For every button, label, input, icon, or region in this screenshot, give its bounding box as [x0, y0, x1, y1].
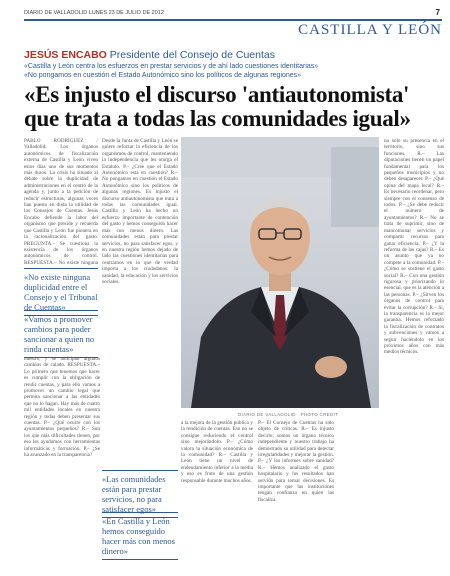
column-2-text: Desde la Junta de Castilla y León se quiere reforzar la eficiencia de los organismos de control, manteniendo la independencia que les otorga el Estatuto. P.– ¿Cree que el Estado Autonómico está en cuestión? R.– No pongamos en cuestión el Estado Autonómico sino los políticos de algunas regiones. Es injusto el discurso antiautonomista que trata a todas las comunidades igual. Castilla y León ha hecho un esfuerzo importante de contención del gasto y hemos conseguido hacer más con menos dinero. Las comunidades están para prestar servicios, no para satisfacer egos, y en nuestra región hemos dejado de lado las cuestiones identitarias para centrarnos en lo que de verdad importa a los ciudadanos: la sanidad, la educación y los servicios sociales.: [102, 138, 178, 285]
kicker-name: JESÚS ENCABO: [24, 49, 107, 61]
portrait-illustration: [181, 137, 379, 408]
column-2-top: [102, 138, 178, 470]
subhead-line-2: «No pongamos en cuestión el Estado Autonómico sino los políticos de algunas regiones»: [24, 72, 302, 79]
column-1-text: PABLO RODRÍGUEZ / Valladolid. Los órganos autonómicos de fiscalización externa de Castilla y León viven estos días uno de sus momentos más duros. La crisis ha situado al debate sobre la duplicidad de administraciones en el centro de la agenda y, junto a la petición de reducir estructuras, algunas voces han puesto en duda la utilidad de los Consejos de Cuentas. Jesús Encabo defiende la labor del organismo que preside y recuerda que Castilla y León fue pionera en la racionalización del gasto. PREGUNTA.– Se cuestiona la existencia de los órganos autonómicos de control. RESPUESTA.– No existe ninguna: [24, 138, 98, 266]
page-number: 7: [435, 8, 440, 17]
kicker: [24, 49, 444, 61]
headline: «Es injusto el discurso 'antiautonomista' que trata a todas las comunidades igual»: [24, 82, 411, 131]
column-5: [384, 138, 444, 566]
pullquote-4: «En Castilla y León hemos conseguido hacer más con menos dinero»: [102, 512, 178, 560]
pullquote-1: «No existe ninguna duplicidad entre el Consejo y el Tribunal de Cuentas»: [24, 268, 98, 316]
kicker-role: Presidente del Consejo de Cuentas: [109, 49, 275, 61]
column-5-text: no solo su presencia en el territorio, sino sus funciones. R.– Las diputaciones tienen un papel fundamental para los pequeños municipios y no deben desaparecer. P.– ¿Qué opina del mapa local? R.– Es necesario reordenar, pero siempre con el consenso de todos. P.– ¿Se debe reducir el número de ayuntamientos? R.– No se trata de suprimir, sino de mancomunar servicios y compartir recursos para ganar eficiencia. P.– ¿Y la reforma de las cajas? R.– Es un asunto que ya no compete a la comunidad. P.– ¿Cómo se sostiene el gasto social? R.– Con una gestión rigurosa y priorizando lo esencial, que es la atención a las personas. P.– ¿Sirven los órganos de control para evitar la corrupción? R.– Sí, la transparencia es la mejor garantía. Hemos reforzado la fiscalización de contratos y subvenciones y vamos a seguir haciéndolo en los próximos años con más medios técnicos.: [384, 138, 444, 356]
column-1-top: [24, 138, 98, 266]
pullquote-3: «Las comunidades están para prestar servicios, no para satisfacer egos»: [102, 470, 178, 518]
photo-credit: DIARIO DE VALLADOLID · PHOTO CREDIT: [238, 412, 339, 417]
column-3: [181, 420, 253, 566]
side-strip: [2, 380, 10, 570]
portrait-photo: [181, 137, 379, 408]
section-title: CASTILLA Y LEÓN: [298, 22, 442, 38]
subhead-line-1: «Castilla y León centra los esfuerzos en prestar servicios y de ahí lado cuestiones identitarias»: [24, 63, 319, 70]
column-4: [258, 420, 334, 566]
subhead: [24, 62, 434, 80]
page-header: [24, 8, 444, 18]
column-1-bottom: [24, 356, 100, 566]
column-4-text: P.– El Consejo de Cuentas ha sido objeto de críticas. R.– Es injusto decirlo; somos un órgano técnico independiente y nuestro trabajo ha demostrado su utilidad para detectar irregularidades y mejorar la gestión. P.– ¿Y los informes sobre sanidad? R.– Hemos analizado el gasto hospitalario y los resultados han servido para tomar decisiones. Es importante que las instituciones tengan confianza en quien las fiscaliza.: [258, 420, 334, 503]
date-line: DIARIO DE VALLADOLID LUNES 23 DE JULIO DE 2012: [24, 10, 164, 16]
pullquote-2: «Vamos a promover cambios para poder sancionar a quien no rinda cuentas»: [24, 310, 98, 358]
section-rule: [24, 19, 442, 21]
column-1b-text: nuestro, y se anticipan algunos cambios de calado. RESPUESTA.– Lo primero que tenemos que hacer es cumplir con la obligación de rendir cuentas, y para ello vamos a promover un cambio legal que permita sancionar a las entidades que no lo hagan. Hay más de cuatro mil entidades locales en nuestra región y todas deben presentar sus cuentas. P.– ¿Qué ocurre con los ayuntamientos pequeños? R.– Son los que más dificultades tienen, por eso les ayudamos con herramientas informáticas y formación. P.– ¿Se ha avanzado en la transparencia?: [24, 356, 100, 459]
column-3-text: a la mejora de la gestión pública y la rendición de cuentas. Eso no se consigue reduciendo el control sino mejorándolo. P.– ¿Cómo valora la situación económica de la comunidad? R.– Castilla y León tiene un nivel de endeudamiento inferior a la media y eso es fruto de una gestión responsable durante muchos años.: [181, 420, 253, 484]
